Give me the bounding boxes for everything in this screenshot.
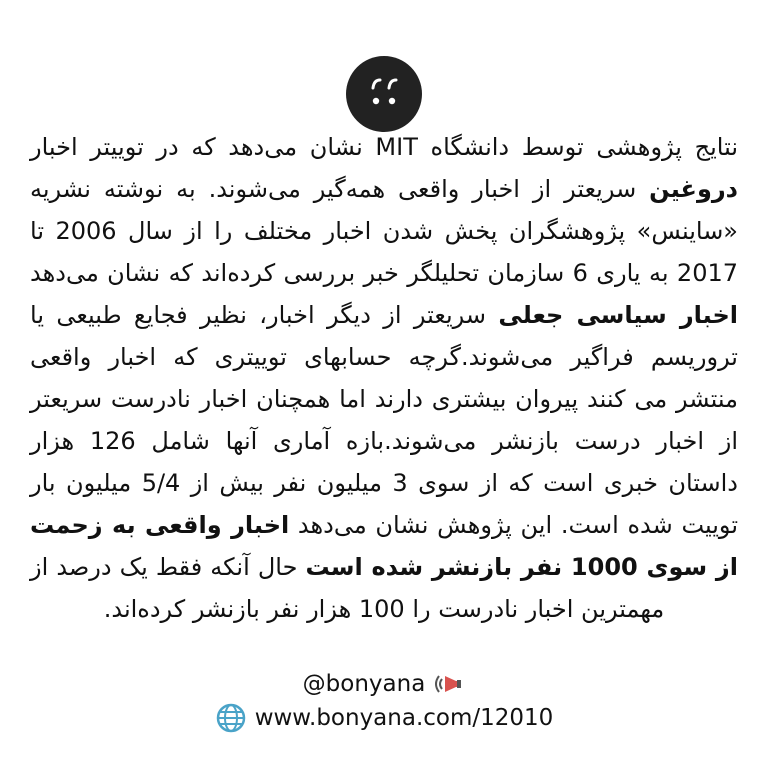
article-segment-3: سریعتر از دیگر اخبار، نظیر فجایع طبیعی یا تروریسم فراگیر می‌شوند.گرچه حسابهای توییتری که اخبار واقعی منتشر می کنند پیروان بیشتری دارند اما همچنان اخبار نادرست سریعتر از اخبار درست بازنشر می‌شوند.بازه آماری آنها شامل 126 هزار داستان خبری است که از سوی 3 میلیون نفر بیش از 5/4 میلیون بار توییت شده است. این پژوهش نشان می‌دهد bbox=[30, 301, 739, 539]
globe-icon bbox=[215, 702, 247, 734]
quote-logo-icon bbox=[346, 56, 422, 132]
article-paragraph bbox=[30, 126, 738, 630]
article-segment-4: حال آنکه فقط یک درصد از مهمترین اخبار نادرست را 100 هزار نفر بازنشر کرده‌اند. bbox=[30, 553, 665, 623]
article-segment-2: سریعتر از اخبار واقعی همه‌گیر می‌شوند. به نوشته نشریه «ساینس» پژوهشگران پخش شدن اخبار مختلف را از سال 2006 تا 2017 به یاری 6 سازمان تحلیلگر خبر بررسی کرده‌اند که نشان می‌دهد bbox=[30, 175, 738, 287]
article-segment-1: نتایج پژوهشی توسط دانشگاه MIT نشان می‌دهد که در توییتر اخبار bbox=[30, 133, 739, 161]
bold-fake-political-news: اخبار سیاسی جعلی bbox=[498, 301, 739, 329]
quote-marks-icon bbox=[364, 74, 404, 114]
bold-fake-news: دروغین bbox=[649, 175, 738, 203]
handle-row bbox=[0, 668, 768, 700]
bold-real-news-1000: اخبار واقعی به زحمت از سوی 1000 نفر بازنشر شده است bbox=[30, 511, 738, 581]
article-text bbox=[30, 126, 738, 630]
website-link[interactable]: www.bonyana.com/12010 bbox=[254, 705, 554, 731]
megaphone-icon bbox=[433, 668, 465, 700]
url-row bbox=[0, 702, 768, 740]
handle-text[interactable]: @bonyana bbox=[302, 671, 426, 697]
